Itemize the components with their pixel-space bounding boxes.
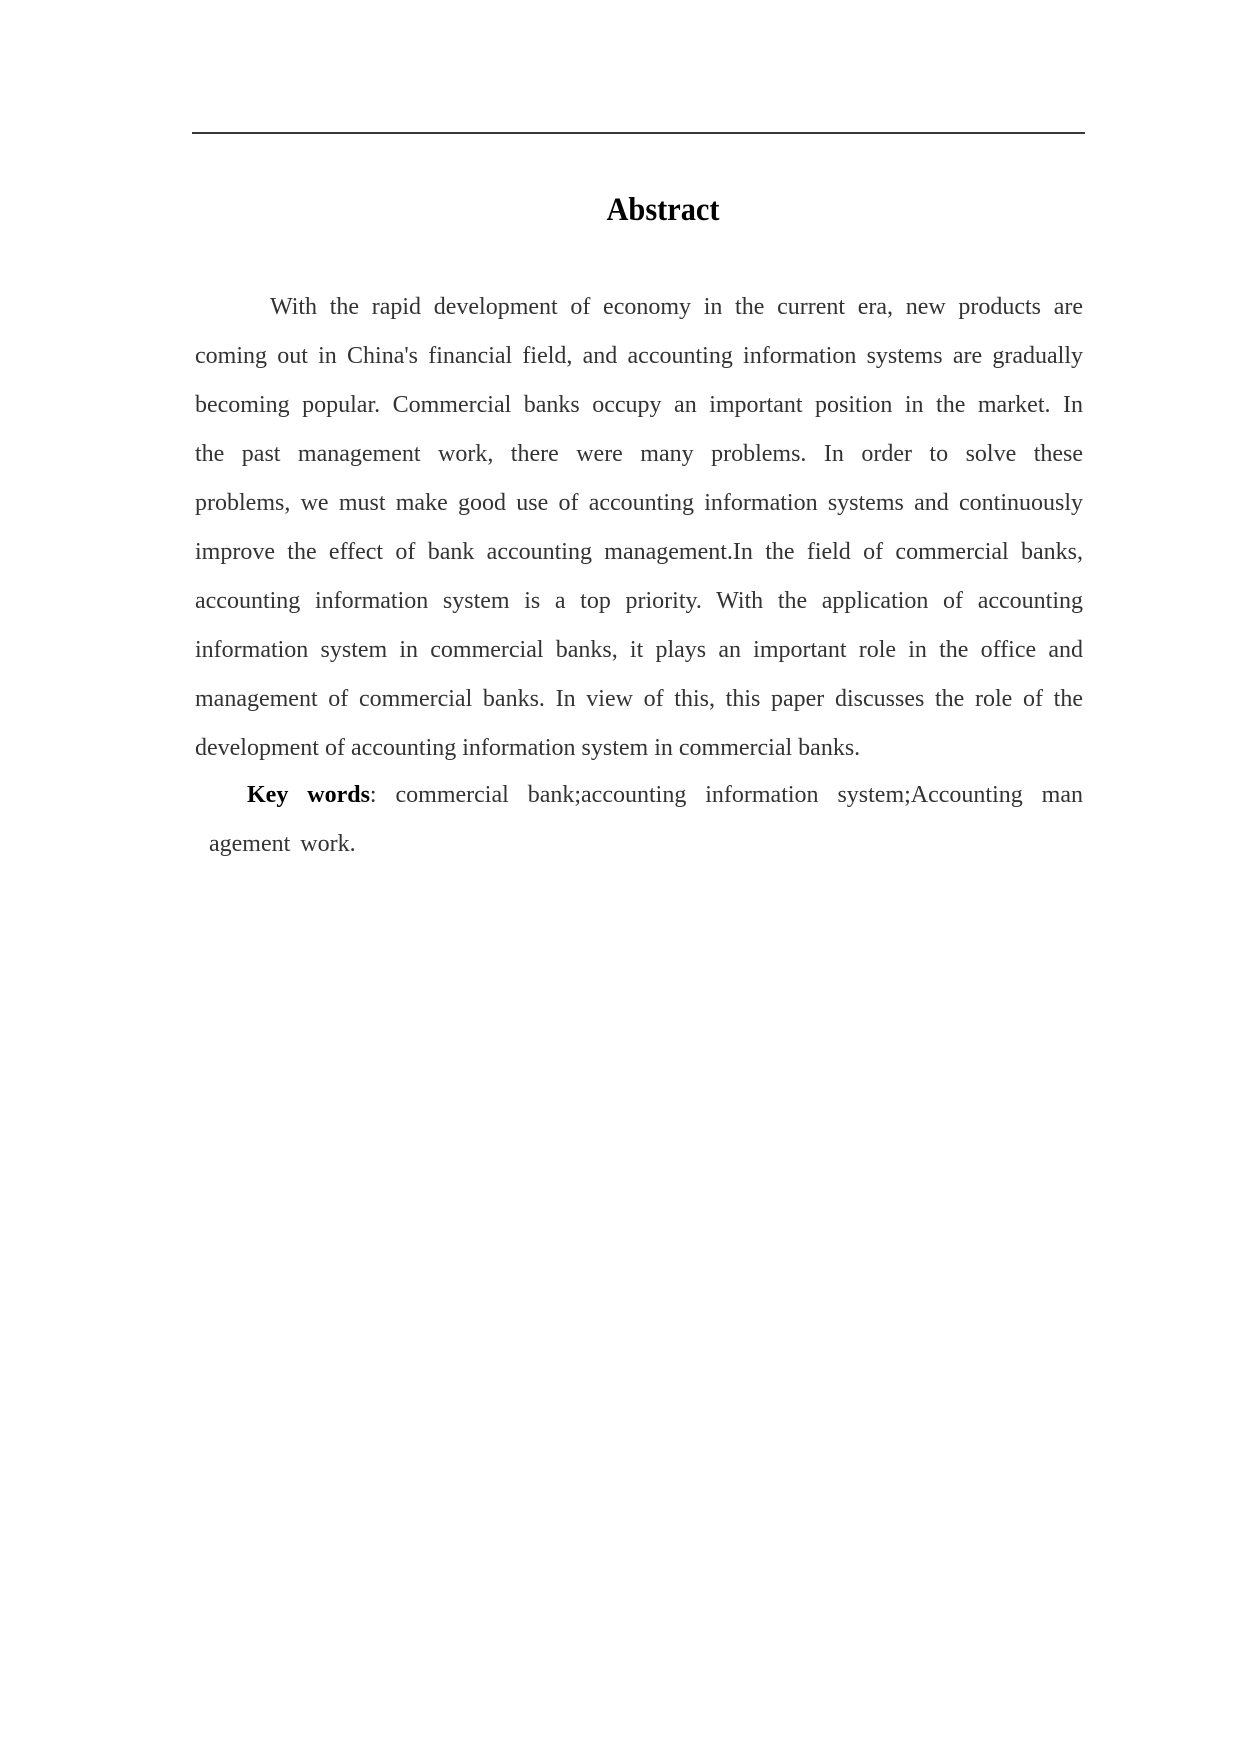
page-title bbox=[53, 192, 1194, 229]
abstract-line: development of accounting information system in commercial banks. bbox=[195, 735, 861, 761]
abstract-line: coming out in China's financial field, and accounting information systems are gradually bbox=[195, 343, 1083, 369]
abstract-line: With the rapid development of economy in the current era, new products are bbox=[270, 294, 1083, 320]
abstract-body bbox=[195, 283, 1083, 773]
keywords-line bbox=[195, 771, 1083, 820]
abstract-line: problems, we must make good use of accounting information systems and continuously bbox=[195, 490, 1083, 516]
abstract-line: becoming popular. Commercial banks occupy an important position in the market. In bbox=[195, 392, 1083, 418]
abstract-line: information system in commercial banks, it plays an important role in the office and bbox=[195, 637, 1083, 663]
keywords-label: Key words bbox=[247, 782, 370, 808]
abstract-line: management of commercial banks. In view of this, this paper discusses the role of the bbox=[195, 686, 1083, 712]
keywords-separator: : bbox=[369, 782, 377, 808]
keywords-section bbox=[195, 771, 1083, 869]
abstract-line: accounting information system is a top priority. With the application of accounting bbox=[195, 588, 1083, 614]
abstract-line: the past management work, there were many problems. In order to solve these bbox=[195, 441, 1083, 467]
abstract-line: improve the effect of bank accounting management.In the field of commercial banks, bbox=[195, 539, 1083, 565]
abstract-heading: Abstract bbox=[606, 192, 720, 228]
keywords-continuation: agement work. bbox=[209, 831, 356, 857]
keywords-text: commercial bank;accounting information system;Accounting man bbox=[376, 782, 1084, 808]
header-rule bbox=[192, 132, 1085, 134]
